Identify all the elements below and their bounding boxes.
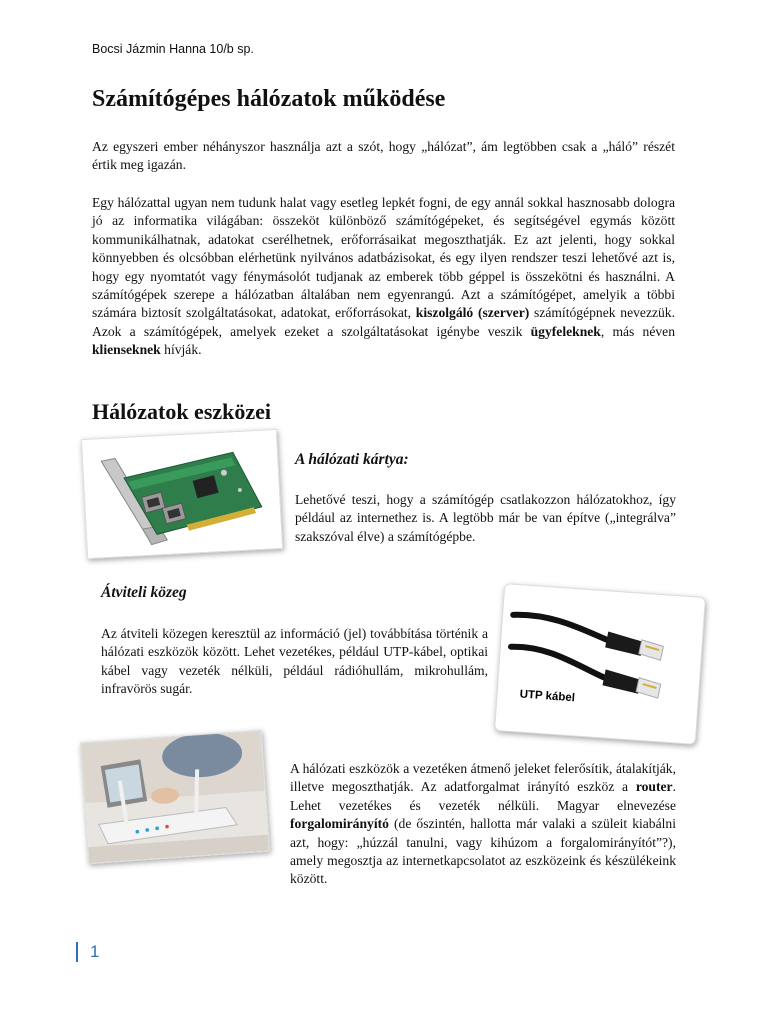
router-image xyxy=(80,730,270,864)
utp-cable-image xyxy=(494,583,706,745)
utp-cable-caption: UTP kábel xyxy=(519,688,576,705)
term-clients: ügyfeleknek xyxy=(530,323,601,339)
page-number: 1 xyxy=(76,942,99,962)
page-header-author: Bocsi Jázmin Hanna 10/b sp. xyxy=(92,42,254,56)
page-title: Számítógépes hálózatok működése xyxy=(92,86,446,112)
network-card-image xyxy=(81,429,283,559)
router-text: A hálózati eszközök a vezetéken átmenő jeleket felerősítik, átalakítják, illetve megoszthatják. Az adatforgalmat irányító eszköz a xyxy=(290,761,676,795)
network-card-heading: A hálózati kártya: xyxy=(295,451,409,468)
utp-cable-illustration xyxy=(495,584,705,744)
intro-text: hívják. xyxy=(164,342,202,358)
transmission-medium-heading: Átviteli közeg xyxy=(101,584,187,601)
intro-text: számítógépnek nevezzük. Azok a számítógépek, amelyek ezeket a szolgáltatásokat igénybe veszik xyxy=(92,305,675,339)
router-text: (de őszintén, hallotta már valaki a szüleit kiabálni azt, hogy: „húzzál tanulni, vagy kihúzom a forgalomirányítót”?), amely megosztja az internetkapcsolatot az eszközeink és készülékeink között. xyxy=(290,816,676,887)
term-clients-alt: klienseknek xyxy=(92,342,161,358)
router-paragraph xyxy=(290,760,676,889)
term-server: kiszolgáló (szerver) xyxy=(415,305,530,321)
intro-text: Egy hálózattal ugyan nem tudunk halat vagy esetleg lepkét fogni, de egy annál sokkal hasznosabb dologra jó az informatika világában: összeköt különböző számítógépeket, és segítségével egymás között kommunikálhatnak, adatokat cserélhetnek, erőforrásaikat megoszthatják. Ez azt jelenti, hogy sokkal könnyebben és olcsóbban elérhetünk nyilvános adatbázisokat, és egy ilyen rendszer teszi lehetővé azt is, hogy egy nyomtatót vagy fénymásolót tudjanak az emberek több géppel is összekötni és használni. A számítógépek szerepe a hálózatban általában nem egyenrangú. Azt a számítógépet, amelyik a többi számára biztosít szolgáltatásokat, adatokat, erőforrásokat, xyxy=(92,195,675,321)
router-text: . Lehet vezetékes és vezeték nélküli. Magyar elnevezése xyxy=(290,779,676,813)
term-router-hu: forgalomirányító xyxy=(290,816,389,832)
network-card-illustration xyxy=(82,430,282,558)
term-router: router xyxy=(635,779,673,795)
transmission-medium-text: Az átviteli közegen keresztül az információ (jel) továbbítása történik a hálózati eszközök között. Lehet vezetékes, például UTP-kábel, optikai kábel vagy vezeték nélküli, például rádióhullám, mikrohullám, infravörös sugár. xyxy=(101,626,488,697)
intro-paragraph-2 xyxy=(92,194,675,360)
intro-paragraph-1: Az egyszeri ember néhányszor használja azt a szót, hogy „hálózat”, ám legtöbben csak a „háló” részét értik meg igazán. xyxy=(92,139,675,173)
section-title-devices: Hálózatok eszközei xyxy=(92,399,272,424)
intro-text: , más néven xyxy=(600,323,675,339)
router-illustration xyxy=(81,731,269,863)
network-card-text: Lehetővé teszi, hogy a számítógép csatlakozzon hálózatokhoz, így például az internethez is. A legtöbb már be van építve („integrálva” szakszóval élve) a számítógépbe. xyxy=(295,492,676,544)
